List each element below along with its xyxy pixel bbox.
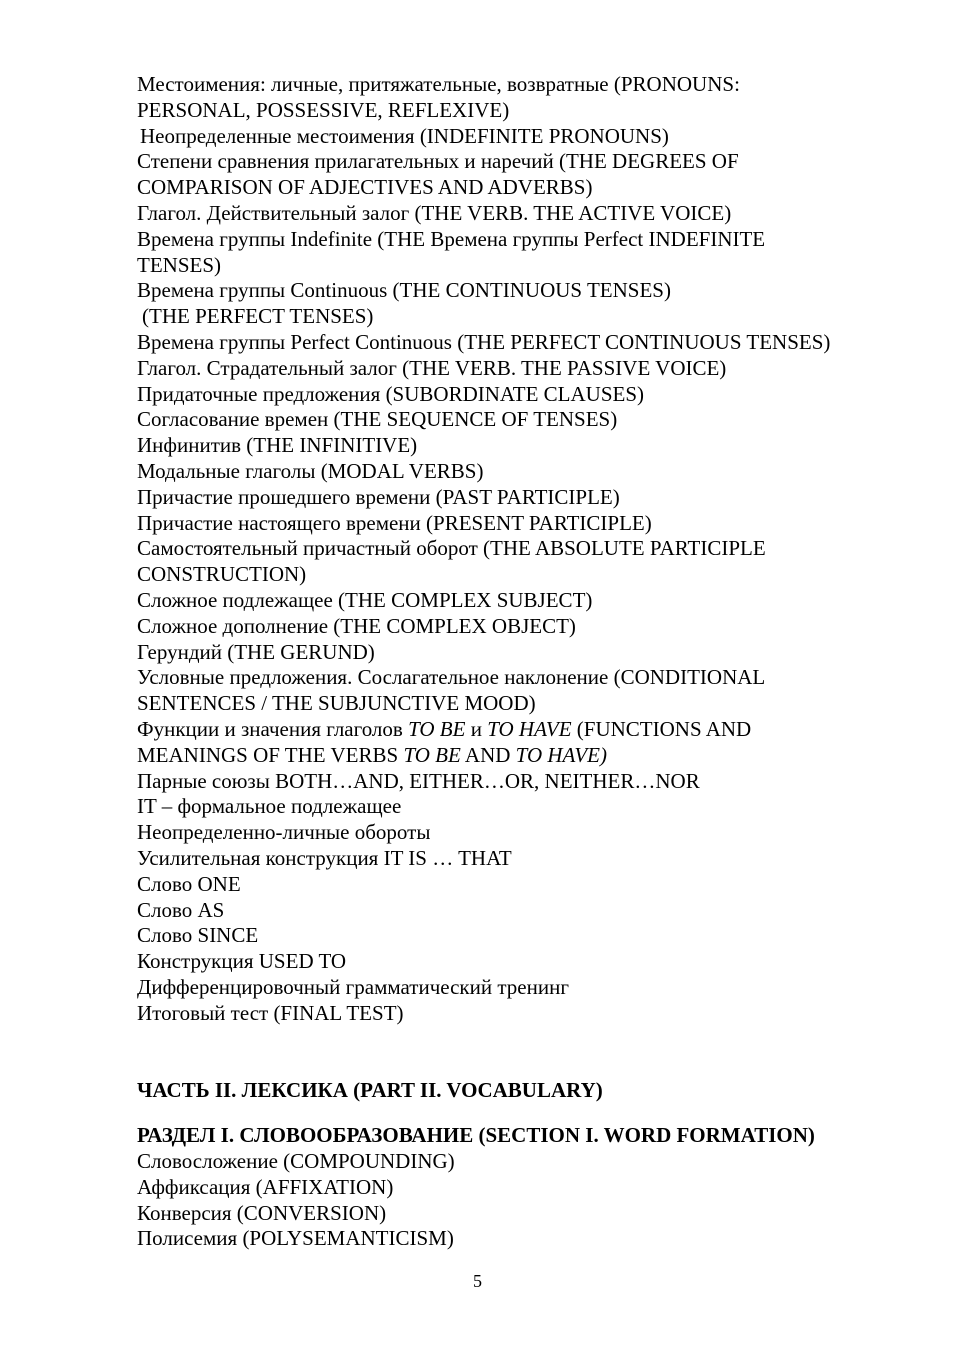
toc-line: Глагол. Страдательный залог (THE VERB. THE PASSIVE VOICE) xyxy=(137,355,727,380)
toc-line: Неопределенные местоимения (INDEFINITE PRONOUNS) xyxy=(140,123,669,148)
toc-line: Придаточные предложения (SUBORDINATE CLAUSES) xyxy=(137,381,644,406)
toc-line: TENSES) xyxy=(137,252,221,277)
italic-text: TO BE xyxy=(403,742,461,767)
text-span: MEANINGS OF THE VERBS xyxy=(137,742,404,767)
toc-line: Слово ONE xyxy=(137,871,241,896)
text-span: и xyxy=(465,716,488,741)
toc-line: Неопределенно-личные обороты xyxy=(137,820,431,845)
toc-line: Итоговый тест (FINAL TEST) xyxy=(137,1000,404,1025)
italic-text: TO BE xyxy=(408,716,466,741)
toc-line-verbs-2 xyxy=(137,743,897,769)
toc-line: Самостоятельный причастный оборот (THE ABSOLUTE PARTICIPLE xyxy=(137,536,766,561)
toc-line: Времена группы Continuous (THE CONTINUOUS TENSES) xyxy=(137,278,671,303)
toc-line: Времена группы Indefinite (THE Времена группы Perfect INDEFINITE xyxy=(137,226,766,251)
toc-line: Конструкция USED TO xyxy=(137,949,347,974)
text-span: Функции и значения глаголов xyxy=(137,716,409,741)
text-span: (FUNCTIONS AND xyxy=(571,716,752,741)
toc-line: Полисемия (POLYSEMANTICISM) xyxy=(137,1226,454,1251)
spacer xyxy=(137,1104,897,1123)
toc-line: Условные предложения. Сослагательное наклонение (CONDITIONAL xyxy=(137,665,766,690)
page-number: 5 xyxy=(473,1271,482,1291)
toc-line: COMPARISON OF ADJECTIVES AND ADVERBS) xyxy=(137,175,593,200)
toc-line: Причастие прошедшего времени (PAST PARTICIPLE) xyxy=(137,484,620,509)
toc-line: Парные союзы BOTH…AND, EITHER…OR, NEITHER…NOR xyxy=(137,768,700,793)
toc-line: Времена группы Perfect Continuous (THE PERFECT CONTINUOUS TENSES) xyxy=(137,329,831,354)
section-heading: РАЗДЕЛ I. СЛОВООБРАЗОВАНИЕ (SECTION I. WORD FORMATION) xyxy=(137,1123,815,1148)
spacer xyxy=(137,1026,897,1078)
toc-line-verbs-1 xyxy=(137,717,897,743)
toc-line: Герундий (THE GERUND) xyxy=(137,639,375,664)
italic-text: TO HAVE) xyxy=(515,742,607,767)
toc-line: Усилительная конструкция IT IS … THAT xyxy=(137,845,512,870)
toc-line: Степени сравнения прилагательных и наречий (THE DEGREES OF xyxy=(137,149,739,174)
document-page xyxy=(137,72,897,1252)
toc-line: Согласование времен (THE SEQUENCE OF TENSES) xyxy=(137,407,618,432)
toc-line: Модальные глаголы (MODAL VERBS) xyxy=(137,458,484,483)
part-heading: ЧАСТЬ II. ЛЕКСИКА (PART II. VOCABULARY) xyxy=(137,1078,603,1103)
toc-line: Сложное подлежащее (THE COMPLEX SUBJECT) xyxy=(137,587,593,612)
toc-line: Причастие настоящего времени (PRESENT PARTICIPLE) xyxy=(137,510,652,535)
toc-line: Слово AS xyxy=(137,897,225,922)
toc-line: Глагол. Действительный залог (THE VERB. THE ACTIVE VOICE) xyxy=(137,200,732,225)
toc-line: (THE PERFECT TENSES) xyxy=(142,304,374,329)
toc-line: Сложное дополнение (THE COMPLEX OBJECT) xyxy=(137,613,576,638)
toc-line: Конверсия (CONVERSION) xyxy=(137,1200,387,1225)
toc-line: Инфинитив (THE INFINITIVE) xyxy=(137,433,418,458)
toc-line: Словосложение (COMPOUNDING) xyxy=(137,1149,455,1174)
text-span: AND xyxy=(460,742,516,767)
toc-line: PERSONAL, POSSESSIVE, REFLEXIVE) xyxy=(137,97,510,122)
toc-line: SENTENCES / THE SUBJUNCTIVE MOOD) xyxy=(137,691,536,716)
toc-line: Слово SINCE xyxy=(137,923,259,948)
toc-line: IT – формальное подлежащее xyxy=(137,794,402,819)
toc-line: Местоимения: личные, притяжательные, возвратные (PRONOUNS: xyxy=(137,72,740,96)
italic-text: TO HAVE xyxy=(487,716,572,741)
toc-line: Дифференцировочный грамматический тренинг xyxy=(137,974,569,999)
toc-line: Аффиксация (AFFIXATION) xyxy=(137,1174,394,1199)
toc-line: CONSTRUCTION) xyxy=(137,562,307,587)
